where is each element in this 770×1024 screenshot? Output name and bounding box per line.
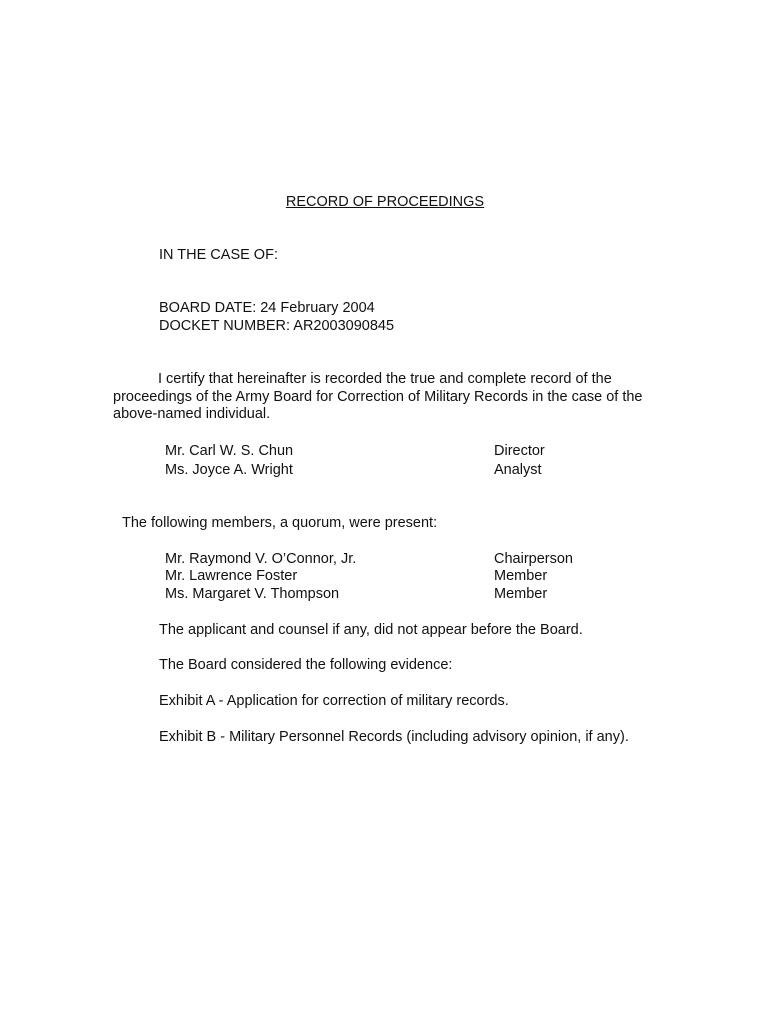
certification-paragraph: I certify that hereinafter is recorded the true and complete record of the proceedings of the Army Board for Correction of Military Records in the case of the above-named individual.: [113, 371, 643, 422]
member-role: Chairperson: [494, 551, 573, 567]
document-title: RECORD OF PROCEEDINGS: [285, 194, 485, 210]
exhibit-a: Exhibit A - Application for correction of military records.: [159, 693, 509, 709]
appearance-statement: The applicant and counsel if any, did not appear before the Board.: [159, 622, 583, 638]
staff-name: Ms. Joyce A. Wright: [165, 462, 293, 478]
member-name: Mr. Lawrence Foster: [165, 568, 298, 584]
member-role: Member: [494, 586, 548, 602]
member-name: Ms. Margaret V. Thompson: [165, 586, 340, 602]
docket-number: DOCKET NUMBER: AR2003090845: [159, 318, 395, 334]
exhibit-b: Exhibit B - Military Personnel Records (including advisory opinion, if any).: [159, 729, 629, 745]
staff-role: Director: [494, 443, 545, 459]
board-date: BOARD DATE: 24 February 2004: [159, 300, 375, 316]
staff-name: Mr. Carl W. S. Chun: [165, 443, 294, 459]
evidence-intro: The Board considered the following evidence:: [159, 657, 453, 673]
case-of-label: IN THE CASE OF:: [159, 247, 278, 263]
quorum-statement: The following members, a quorum, were present:: [122, 515, 438, 531]
member-name: Mr. Raymond V. O’Connor, Jr.: [165, 551, 357, 567]
member-role: Member: [494, 568, 548, 584]
staff-role: Analyst: [494, 462, 542, 478]
